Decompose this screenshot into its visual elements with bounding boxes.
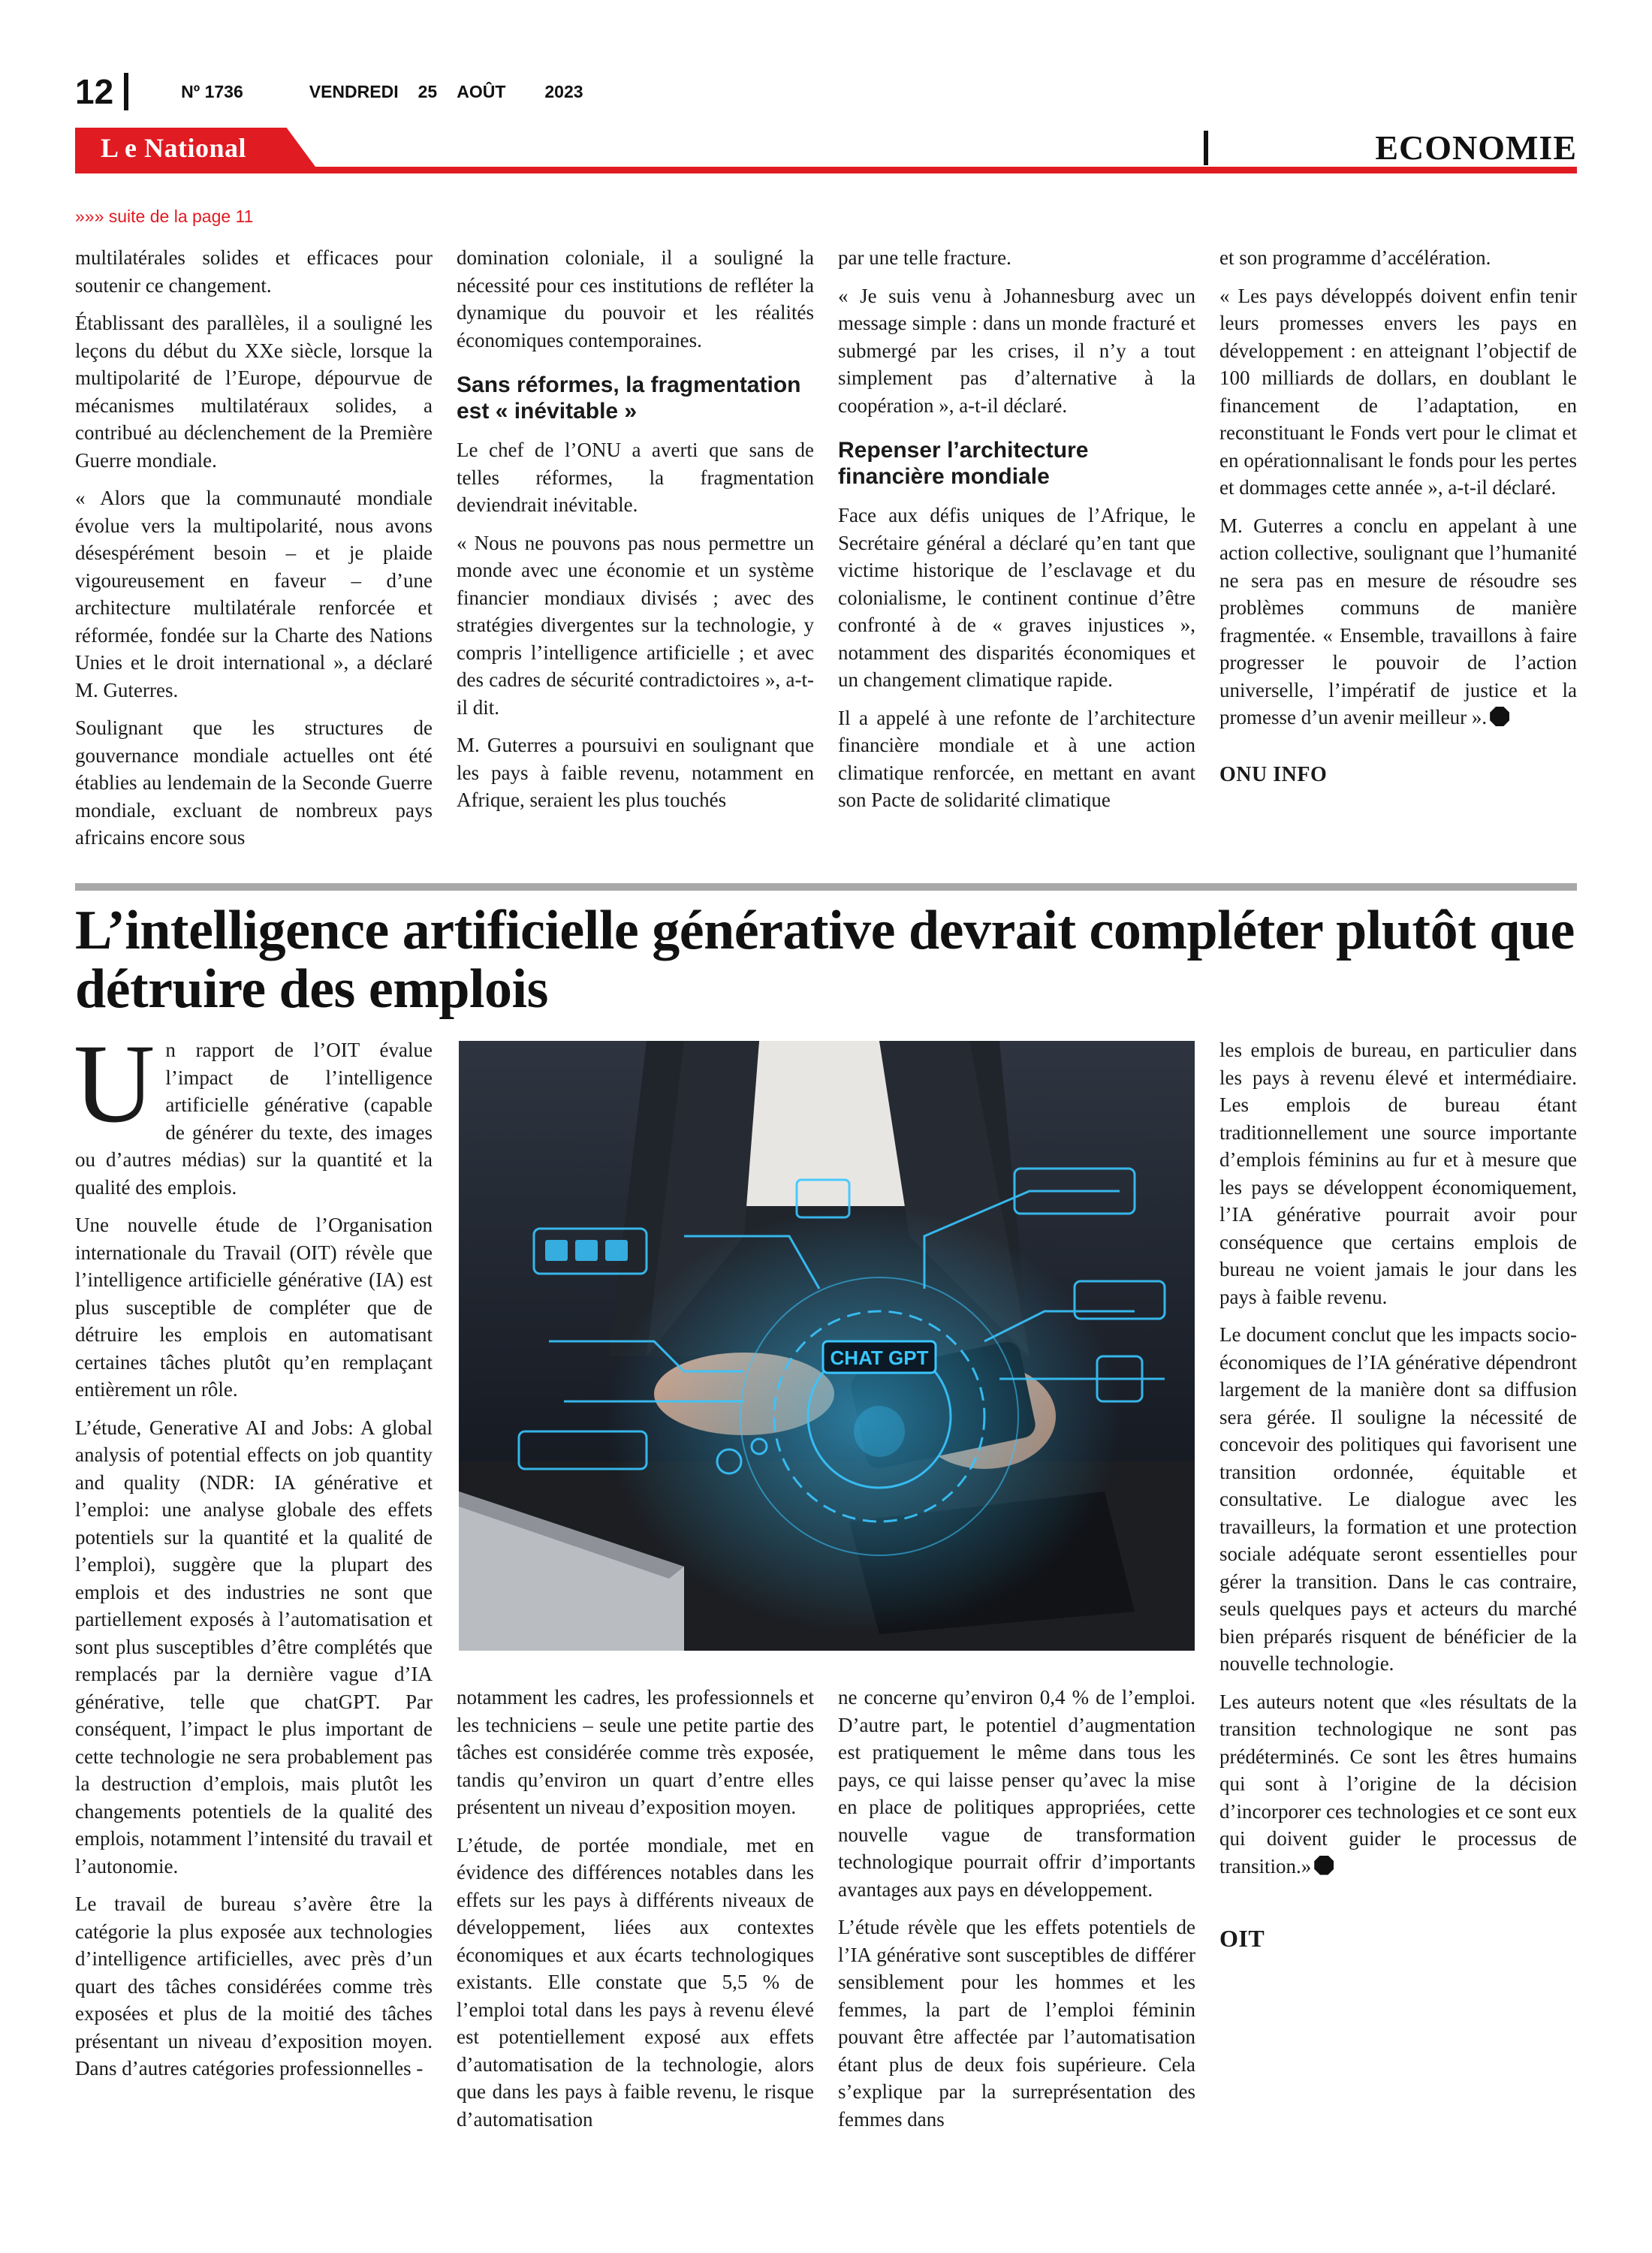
paragraph: ne concerne qu’environ 0,4 % de l’emploi. D’autre part, le potentiel d’augmentation est pratiquement le même dans tous les pays, ce qui laisse penser qu’avec la mise en place de politiques appropriées, cette nouvelle vague de transformation technologique pourrait offrir d’importants avantages aux pays en développement. [838, 1686, 1195, 1901]
paragraph: L’étude, de portée mondiale, met en évidence des différences notables dans les effets sur les pays à différents niveaux de développement, liées aux contextes économiques et aux écarts technologiques existants. Elle constate que 5,5 % de l’emploi total dans les pays à revenu élevé est potentiellement exposé aux effets d’automatisation de la technologie, alors que dans les pays à faible revenu, le risque d’automatisation [457, 1833, 814, 2131]
paragraph: Le chef de l’ONU a averti que sans de telles réformes, la fragmentation deviendrait inévitable. [457, 439, 814, 516]
paragraph: multilatérales solides et efficaces pour soutenir ce changement. [75, 246, 433, 297]
main-article-column-1 [74, 1021, 433, 2093]
paragraph: « Alors que la communauté mondiale évolue vers la multipolarité, nous avons désespérément besoin – et je plaide vigoureusement en faveur – d’une architecture multilatérale renforcée et réformée, fondée sur la Charte des Nations Unies et le droit international », a déclaré M. Guterres. [75, 487, 433, 701]
date-day: 25 [418, 81, 438, 101]
paragraph-text: Les auteurs notent que «les résultats de la transition technologique ne sont pas prédéterminés. Ce sont les êtres humains qui sont à l’origine de la décision d’incorporer ces technologies et ce sont eux qui doivent guider le processus de transition.» [1219, 1690, 1577, 1878]
date-month: AOÛT [457, 81, 506, 101]
paragraph: notamment les cadres, les professionnels et les techniciens – seule une petite partie des tâches est considérée comme très exposée, tandis qu’environ un quart d’entre elles présentent un niveau d’exposition moyen. [457, 1686, 814, 1818]
page-number: 12 [75, 72, 114, 111]
paragraph: L’étude révèle que les effets potentiels de l’IA générative sont susceptibles de différer sensiblement pour les hommes et les femmes, la part de l’emploi féminin pouvant être affectée par l’automatisation étant plus de deux fois supérieure. Cela s’explique par la surreprésentation des femmes dans [838, 1916, 1195, 2131]
paragraph: « Les pays développés doivent enfin tenir leurs promesses envers les pays en développement : en atteignant l’objectif de 100 milliards de dollars, en doublant le financement de l’adaptation, en reconstituant le Fonds vert pour le climat et en opérationnalisant le fonds pour les pertes et dommages cette année », a-t-il déclaré. [1219, 284, 1577, 499]
date-weekday: VENDREDI [309, 81, 399, 101]
paragraph [1219, 1688, 1577, 1881]
paragraph: Soulignant que les structures de gouvernance mondiale actuelles ont été établies au lendemain de la Seconde Guerre mondiale, excluant de nombreux pays africains encore sous [75, 716, 433, 849]
paragraph: Face aux défis uniques de l’Afrique, le Secrétaire général a déclaré qu’en tant que victime historique de l’esclavage et du colonialisme, le continent continue d’être confronté à de « graves injustices », notamment des disparités économiques et un changement climatique rapide. [838, 504, 1195, 691]
lead-text: n rapport de l’OIT évalue l’impact de l’intelligence artificielle générative (capable de générer du texte, des images ou d’autres médias) sur la quantité et la qualité des emplois. [75, 1039, 433, 1199]
article-signature: ONU INFO [1219, 762, 1328, 786]
issue-date [309, 82, 603, 102]
paragraph: Une nouvelle étude de l’Organisation internationale du Travail (OIT) révèle que l’intelligence artificielle générative (IA) est plus susceptible de compléter que de détruire les emplois en automatisant certaines tâches plutôt qu’en remplaçant entièrement un rôle. [75, 1214, 433, 1401]
brand-name: L e National [101, 133, 247, 163]
paragraph: Le document conclut que les impacts socio-économiques de l’IA générative dépendront largement de la manière dont sa diffusion sera gérée. Il souligne la nécessité de concevoir des politiques qui favorisent une transition ordonnée, équitable et consultative. Le dialogue avec les travailleurs, la formation et une protection sociale adéquate seront essentielles pour gérer la transition. Dans le cas contraire, seuls quelques pays et acteurs du marché bien préparés risquent de bénéficier de la nouvelle technologie. [1219, 1323, 1577, 1675]
photo-overlay-text: CHAT GPT [830, 1347, 929, 1369]
article-signature: OIT [1219, 1925, 1265, 1952]
paragraph: domination coloniale, il a souligné la nécessité pour ces institutions de refléter la dynamique du pouvoir et les réalités économiques contemporaines. [457, 246, 814, 351]
top-article-column-1 [75, 244, 433, 862]
paragraph: M. Guterres a poursuivi en soulignant que les pays à faible revenu, notamment en Afrique, seraient les plus touchés [457, 734, 814, 811]
date-year: 2023 [544, 81, 583, 101]
brand-rule [75, 167, 1577, 173]
section-title: ECONOMIE [1375, 128, 1577, 167]
main-article-column-4 [1219, 1036, 1577, 1963]
paragraph: « Nous ne pouvons pas nous permettre un monde avec une économie et un système financier mondiaux divisés ; avec des stratégies divergentes sur la technologie, y compris l’intelligence artificielle ; et avec des cadres de sécurité contradictoires », a-t-il dit. [457, 531, 814, 719]
main-article-column-3 [838, 1684, 1195, 2143]
paragraph: les emplois de bureau, en particulier dans les pays à revenu élevé et intermédiaire. Les emplois de bureau étant traditionnellement une source importante d’emplois féminins au fur et à mesure que les pays se développent économiquement, l’IA générative pourrait avoir pour conséquence que certains emplois de bureau ne voient jamais le jour dans les pays à faible revenu. [1219, 1039, 1577, 1308]
end-of-article-icon [1314, 1856, 1334, 1875]
paragraph: par une telle fracture. [838, 246, 1011, 269]
top-article-column-3 [838, 244, 1195, 825]
paragraph: Il a appelé à une refonte de l’architecture financière mondiale et à une action climatique renforcée, en mettant en avant son Pacte de solidarité climatique [838, 706, 1195, 811]
main-headline: L’intelligence artificielle générative devrait compléter plutôt que détruire des emplois [75, 900, 1575, 1020]
page-number-divider [124, 73, 128, 110]
article-photo [459, 1041, 1195, 1651]
top-article-column-2 [457, 244, 814, 825]
article-divider [75, 883, 1577, 891]
top-article-column-4 [1219, 244, 1577, 799]
paragraph: et son programme d’accélération. [1219, 246, 1491, 269]
section-divider [1204, 131, 1208, 165]
end-of-article-icon [1490, 707, 1509, 726]
subheading: Repenser l’architecture financière mondiale [838, 438, 1089, 489]
issue-number: Nº 1736 [181, 81, 243, 101]
brand-bar [75, 128, 1577, 177]
paragraph: Établissant des parallèles, il a souligné les leçons du début du XXe siècle, lorsque la multipolarité de l’Europe, dépourvue de mécanismes multilatéraux solides, a contribué au déclenchement de la Première Guerre mondiale. [75, 312, 433, 472]
paragraph: L’étude, Generative AI and Jobs: A global analysis of potential effects on job quantity and quality (NDR: IA générative et l’emploi: une analyse globale des effets potentiels sur la quantité et la qualité de l’emploi), suggère que la plupart des emplois et des industries ne sont que partiellement exposés à l’automatisation et sont plus susceptibles d’être complétés que remplacés par la dernière vague d’IA générative, telle que chatGPT. Par conséquent, l’impact le plus important de cette technologie ne sera probablement pas la destruction d’emplois, mais plutôt les changements potentiels de la qualité des emplois, notamment l’intensité du travail et l’autonomie. [75, 1416, 433, 1878]
lead-paragraph [74, 1021, 433, 1201]
continued-from: »»» suite de la page 11 [75, 207, 254, 226]
drop-cap: U [74, 1021, 155, 1146]
paragraph: « Je suis venu à Johannesburg avec un message simple : dans un monde fracturé et submergé par les crises, il n’y a tout simplement pas d’alternative à la coopération », a-t-il déclaré. [838, 284, 1195, 417]
subheading: Sans réformes, la fragmentation est « inévitable » [457, 372, 801, 424]
page-header [75, 69, 603, 114]
paragraph: Le travail de bureau s’avère être la catégorie la plus exposée aux technologies d’intelligence artificielles, avec près d’un quart des tâches considérées comme très exposées et plus de la moitié des tâches présentant un niveau d’exposition moyen. Dans d’autres catégories professionnelles - [75, 1893, 433, 2080]
paragraph [1219, 512, 1577, 731]
main-article-column-2 [457, 1684, 814, 2143]
paragraph-text: M. Guterres a conclu en appelant à une action collective, soulignant que l’humanité ne sera pas en mesure de résoudre ses problèmes communs de manière fragmentée. « Ensemble, travaillons à faire progresser le pouvoir de l’action universelle, l’impératif de justice et la promesse d’un avenir meilleur ». [1219, 514, 1577, 728]
